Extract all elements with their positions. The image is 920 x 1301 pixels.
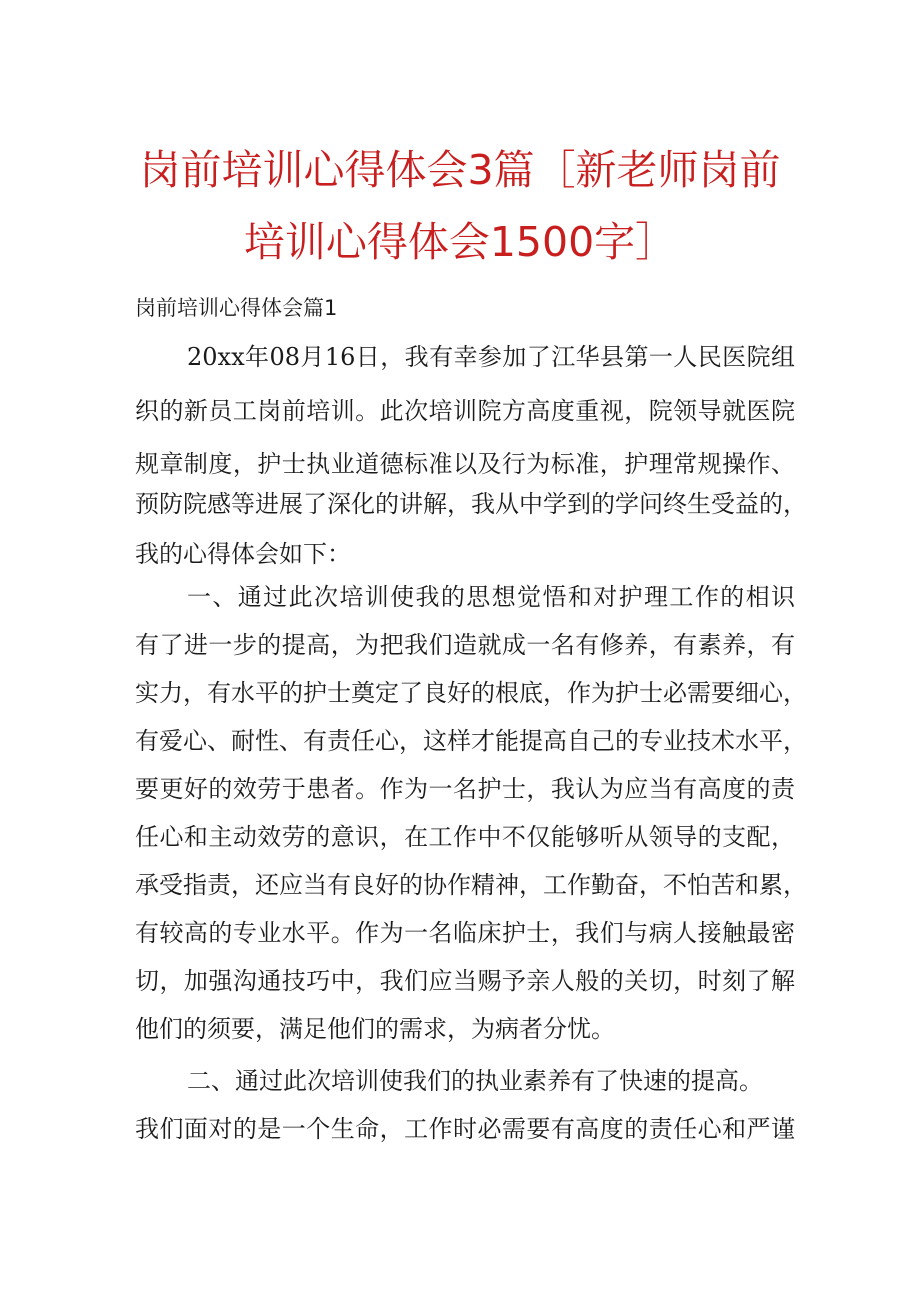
paragraph-3-line: 二、通过此次培训使我们的执业素养有了快速的提高。 bbox=[187, 1067, 763, 1095]
paragraph-2-line: 他们的须要，满足他们的需求，为病者分忧。 bbox=[135, 1015, 615, 1043]
document-title-line-1: 岗前培训心得体会3篇［新老师岗前 bbox=[139, 146, 781, 194]
paragraph-2-line: 有爱心、耐性、有责任心，这样才能提高自己的专业技术水平， bbox=[135, 727, 807, 755]
paragraph-2-line: 一、通过此次培训使我的思想觉悟和对护理工作的相识 bbox=[187, 583, 795, 611]
paragraph-2-line: 有了进一步的提高，为把我们造就成一名有修养，有素养，有 bbox=[135, 631, 795, 659]
paragraph-2-line: 有较高的专业水平。作为一名临床护士，我们与病人接触最密 bbox=[135, 919, 795, 947]
paragraph-2-line: 实力，有水平的护士奠定了良好的根底，作为护士必需要细心， bbox=[135, 679, 807, 707]
paragraph-2-line: 切，加强沟通技巧中，我们应当赐予亲人般的关切，时刻了解 bbox=[135, 967, 795, 995]
paragraph-1-line: 织的新员工岗前培训。此次培训院方高度重视，院领导就医院 bbox=[135, 397, 795, 425]
paragraph-2-line: 要更好的效劳于患者。作为一名护士，我认为应当有高度的责 bbox=[135, 775, 795, 803]
paragraph-1-line: 我的心得体会如下： bbox=[135, 540, 351, 568]
section-heading: 岗前培训心得体会篇1 bbox=[135, 296, 338, 320]
paragraph-1-line: 规章制度，护士执业道德标准以及行为标准，护理常规操作、 bbox=[135, 450, 795, 478]
paragraph-1-line: 预防院感等进展了深化的讲解，我从中学到的学问终生受益的， bbox=[135, 490, 807, 518]
document-title-line-2: 培训心得体会1500字］ bbox=[243, 218, 677, 266]
paragraph-2-line: 任心和主动效劳的意识，在工作中不仅能够听从领导的支配， bbox=[135, 823, 795, 851]
paragraph-3-line: 我们面对的是一个生命，工作时必需要有高度的责任心和严谨 bbox=[135, 1115, 795, 1143]
paragraph-1-line: 20xx年08月16日，我有幸参加了江华县第一人民医院组 bbox=[187, 343, 795, 371]
paragraph-2-line: 承受指责，还应当有良好的协作精神，工作勤奋，不怕苦和累， bbox=[135, 871, 807, 899]
